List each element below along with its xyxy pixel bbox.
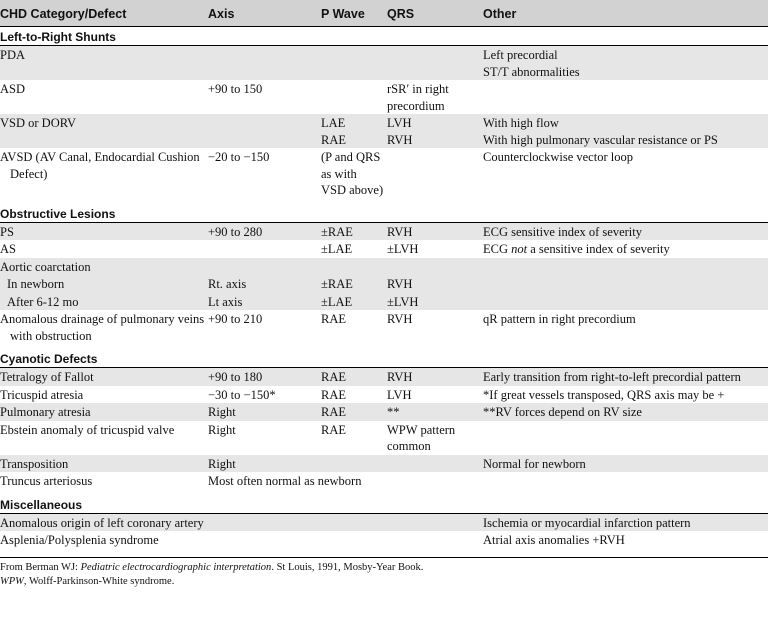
table-row [0, 531, 768, 549]
cell-p-wave: RAE [321, 403, 387, 421]
emphasis-text: not [511, 242, 528, 256]
table-row [0, 310, 768, 344]
cell-defect: Anomalous origin of left coronary artery [0, 513, 208, 531]
cell-other: ECG sensitive index of severity [483, 222, 768, 240]
cell-axis: +90 to 280 [208, 222, 321, 240]
cell-defect: In newborn [0, 275, 208, 293]
cell-axis [208, 258, 321, 276]
cell-other: Left precordial ST/T abnormalities [483, 46, 768, 81]
table-row [0, 80, 768, 114]
cell-axis: Right [208, 455, 321, 473]
cell-axis: −20 to −150 [208, 150, 270, 164]
header-axis: Axis [208, 0, 321, 27]
cell-defect: Truncus arteriosus [0, 474, 93, 488]
cell-qrs [387, 513, 483, 531]
table-row [0, 472, 768, 490]
cell-other: Counterclockwise vector loop [483, 150, 633, 164]
cell-other: **RV forces depend on RV size [483, 403, 768, 421]
cell-qrs: ±LVH [387, 242, 419, 256]
section-header-row [0, 27, 768, 46]
cell-p-wave: ±LAE [321, 293, 387, 311]
cell-axis: +90 to 210 [208, 312, 263, 326]
cell-defect: Pulmonary atresia [0, 403, 208, 421]
cell-qrs: rSR′ in right precordium [387, 82, 449, 113]
cell-axis [208, 531, 321, 549]
cell-p-wave: RAE [321, 422, 346, 437]
cell-other: Early transition from right-to-left precordial pattern [483, 368, 768, 386]
cell-qrs [387, 531, 483, 549]
cell-axis [208, 513, 321, 531]
cell-defect: AVSD (AV Canal, Endocardial Cushion Defect) [0, 150, 200, 181]
header-defect: CHD Category/Defect [0, 0, 208, 27]
table-row [0, 293, 768, 311]
table-row [0, 222, 768, 240]
cell-defect: PS [0, 222, 208, 240]
table-footnote [0, 557, 768, 589]
cell-p-wave: LAE RAE [321, 114, 387, 148]
cell-defect: Ebstein anomaly of tricuspid valve [0, 422, 175, 437]
cell-other [483, 421, 768, 455]
cell-defect: Tetralogy of Fallot [0, 368, 208, 386]
cell-other: Normal for newborn [483, 455, 768, 473]
cell-axis [208, 46, 321, 81]
cell-p-wave [321, 46, 387, 81]
table-row [0, 240, 768, 258]
cell-other: Atrial axis anomalies +RVH [483, 533, 625, 547]
cell-p-wave: ±RAE [321, 275, 387, 293]
abbreviation-note: WPW, Wolff-Parkinson-White syndrome. [0, 576, 175, 587]
cell-qrs: ±LVH [387, 293, 483, 311]
header-p-wave: P Wave [321, 0, 387, 27]
cell-other [483, 258, 768, 276]
section-title: Miscellaneous [0, 490, 768, 514]
cell-defect: PDA [0, 46, 208, 81]
cell-p-wave: RAE [321, 312, 346, 326]
cell-p-wave [321, 531, 387, 549]
cell-axis: Right [208, 422, 236, 437]
cell-other: ECG not a sensitive index of severity [483, 242, 670, 256]
section-header-row [0, 199, 768, 223]
cell-defect: Aortic coarctation [0, 258, 208, 276]
table-row [0, 403, 768, 421]
cell-p-wave [321, 455, 387, 473]
cell-axis: +90 to 150 [208, 82, 263, 96]
cell-other: *If great vessels transposed, QRS axis may be + [483, 387, 725, 402]
cell-p-wave: ±RAE [321, 222, 387, 240]
cell-qrs: RVH [387, 312, 413, 326]
cell-qrs [387, 455, 483, 473]
cell-qrs: LVH [387, 387, 412, 402]
table-row [0, 258, 768, 276]
table-row [0, 275, 768, 293]
cell-defect: Asplenia/Polysplenia syndrome [0, 533, 159, 547]
cell-p-wave: (P and QRS as with VSD above) [321, 150, 384, 197]
cell-axis: Right [208, 403, 321, 421]
cell-defect: Transposition [0, 455, 208, 473]
table-row [0, 455, 768, 473]
cell-qrs [387, 46, 483, 81]
cell-p-wave: ±LAE [321, 242, 353, 256]
section-title: Left-to-Right Shunts [0, 27, 768, 46]
cell-qrs: ** [387, 403, 483, 421]
cell-qrs [387, 258, 483, 276]
cell-axis: Lt axis [208, 293, 321, 311]
table-row [0, 114, 768, 148]
cell-other [483, 293, 768, 311]
cell-p-wave [321, 80, 387, 114]
cell-qrs: RVH [387, 368, 483, 386]
cell-other: With high flow With high pulmonary vascular resistance or PS [483, 114, 768, 148]
section-title: Cyanotic Defects [0, 344, 768, 368]
table-row [0, 421, 768, 455]
table-row [0, 368, 768, 386]
header-row [0, 0, 768, 27]
cell-axis: Most often normal as newborn [208, 474, 362, 488]
cell-defect: ASD [0, 82, 26, 96]
table-row [0, 148, 768, 199]
cell-axis: +90 to 180 [208, 368, 321, 386]
cell-p-wave: RAE [321, 368, 387, 386]
section-title: Obstructive Lesions [0, 199, 768, 223]
cell-other [483, 275, 768, 293]
cell-defect: After 6-12 mo [0, 293, 208, 311]
cell-defect: Tricuspid atresia [0, 387, 84, 402]
section-header-row [0, 344, 768, 368]
header-other: Other [483, 0, 768, 27]
cell-defect: VSD or DORV [0, 114, 208, 148]
cell-p-wave: RAE [321, 387, 346, 402]
cell-defect: Anomalous drainage of pulmonary veins with obstruction [0, 312, 205, 343]
cell-axis: −30 to −150* [208, 387, 276, 402]
cell-defect: AS [0, 242, 16, 256]
section-header-row [0, 490, 768, 514]
table-row [0, 513, 768, 531]
cell-qrs: RVH [387, 275, 483, 293]
cell-p-wave [321, 258, 387, 276]
cell-axis [208, 114, 321, 148]
cell-other: qR pattern in right precordium [483, 312, 636, 326]
source-citation: From Berman WJ: Pediatric electrocardiographic interpretation. St Louis, 1991, Mosby-Year Book. [0, 562, 424, 573]
table-body [0, 27, 768, 549]
cell-axis: Rt. axis [208, 275, 321, 293]
cell-qrs: RVH [387, 222, 483, 240]
cell-qrs: WPW pattern common [387, 422, 456, 453]
cell-other [483, 80, 768, 114]
table-row [0, 46, 768, 81]
cell-p-wave [321, 513, 387, 531]
table-row [0, 386, 768, 404]
header-qrs: QRS [387, 0, 483, 27]
cell-axis [208, 240, 321, 258]
cell-qrs [387, 148, 483, 199]
cell-other: Ischemia or myocardial infarction pattern [483, 513, 768, 531]
cell-qrs: LVH RVH [387, 114, 483, 148]
